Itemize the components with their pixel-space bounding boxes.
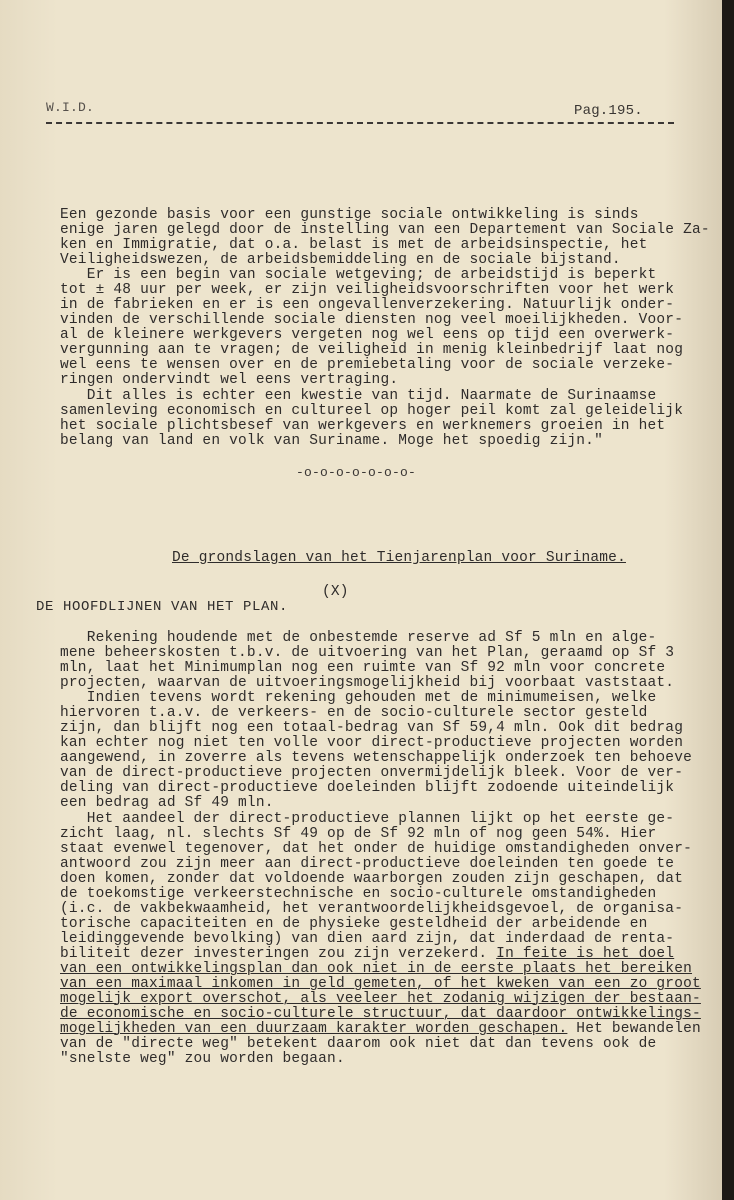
text-line: tot ± 48 uur per week, er zijn veiligheidsvoorschriften voor het werk (60, 282, 675, 298)
text-line: mene beheerskosten t.b.v. de uitvoering van het Plan, geraamd op Sf 3 (60, 645, 675, 661)
text-line: hiervoren t.a.v. de verkeers- en de socio-culturele sector gesteld (60, 705, 648, 721)
text-line: kan echter nog niet ten volle voor direct-productieve projecten worden (60, 735, 684, 751)
text-line: deling van direct-productieve doeleinden blijft zodoende uiteindelijk (60, 780, 675, 796)
text-line: wel eens te wensen over en de premiebetaling voor de sociale verzeke- (60, 357, 675, 373)
text-span: Het bewandelen (567, 1021, 701, 1037)
underlined-line: van een maximaal inkomen in geld gemeten, of het kweken van een zo groot (60, 976, 701, 992)
text-line: doen komen, zonder dat voldoende waarborgen zouden zijn geschapen, dat (60, 871, 684, 887)
page-number: Pag.195. (574, 103, 643, 119)
text-line: zicht laag, nl. slechts Sf 49 op de Sf 92 mln of nog geen 54%. Hier (60, 826, 657, 842)
header-dashed-rule (46, 122, 674, 124)
text-line: aangewend, in zoverre als tevens wetenschappelijk onderzoek ten behoeve (60, 750, 693, 766)
subheading: DE HOOFDLIJNEN VAN HET PLAN. (36, 599, 289, 615)
text-line: enige jaren gelegd door de instelling van een Departement van Sociale Za- (60, 222, 710, 238)
underlined-line: mogelijk export overschot, als veeleer het zodanig wijzigen der bestaan- (60, 991, 701, 1007)
underlined-line: de economische en socio-culturele structuur, dat daardoor ontwikkelings- (60, 1006, 701, 1022)
text-line: (i.c. de vakbekwaamheid, het verantwoordelijkheidsgevoel, de organisa- (60, 901, 684, 917)
text-line: Dit alles is echter een kwestie van tijd. Naarmate de Surinaamse (60, 388, 657, 404)
header-office-code: W.I.D. (46, 100, 95, 115)
section-separator: -o-o-o-o-o-o-o- (296, 465, 417, 480)
text-line: samenleving economisch en cultureel op hoger peil komt zal geleidelijk (60, 403, 684, 419)
text-line: het sociale plichtsbesef van werkgevers en werknemers groeien in het (60, 418, 666, 434)
text-line: staat evenwel tegenover, dat het onder de huidige omstandigheden onver- (60, 841, 693, 857)
text-line: van de "directe weg" betekent daarom ook niet dat dan tevens ook de (60, 1036, 657, 1052)
text-line: van de direct-productieve projecten onvermijdelijk bleek. Voor de ver- (60, 765, 684, 781)
text-line: belang van land en volk van Suriname. Moge het spoedig zijn." (60, 433, 603, 449)
text-line: de toekomstige verkeerstechnische en socio-culturele omstandigheden (60, 886, 657, 902)
text-line: ringen ondervindt wel eens vertraging. (60, 372, 399, 388)
text-line (60, 1022, 701, 1037)
text-line: in de fabrieken en er is een ongevallenverzekering. Natuurlijk onder- (60, 297, 675, 313)
text-line: "snelste weg" zou worden begaan. (60, 1051, 345, 1067)
text-line: vinden de verschillende sociale diensten nog veel moeilijkheden. Voor- (60, 312, 684, 328)
text-line: Er is een begin van sociale wetgeving; de arbeidstijd is beperkt (60, 267, 657, 283)
section-title: De grondslagen van het Tienjarenplan voor Suriname. (172, 550, 626, 566)
text-line: projecten, waarvan de uitvoeringsmogelijkheid bij voorbaat vaststaat. (60, 675, 675, 691)
text-line: torische capaciteiten en de physieke gesteldheid der arbeidende en (60, 916, 648, 932)
text-line: Indien tevens wordt rekening gehouden met de minimumeisen, welke (60, 690, 657, 706)
section-number: (X) (322, 584, 349, 600)
text-line: antwoord zou zijn meer aan direct-productieve doeleinden ten goede te (60, 856, 675, 872)
text-line: Veiligheidswezen, de arbeidsbemiddeling en de sociale bijstand. (60, 252, 621, 268)
text-line: een bedrag ad Sf 49 mln. (60, 795, 274, 811)
text-line: Het aandeel der direct-productieve plannen lijkt op het eerste ge- (60, 811, 675, 827)
text-line: vergunning aan te vragen; de veiligheid in menig kleinbedrijf laat nog (60, 342, 684, 358)
text-line: Rekening houdende met de onbestemde reserve ad Sf 5 mln en alge- (60, 630, 657, 646)
text-span: biliteit dezer investeringen zou zijn verzekerd. (60, 946, 497, 962)
scan-border (722, 0, 734, 1200)
text-line: ken en Immigratie, dat o.a. belast is met de arbeidsinspectie, het (60, 237, 648, 253)
text-line: zijn, dan blijft nog een totaal-bedrag van Sf 59,4 mln. Ook dit bedrag (60, 720, 684, 736)
text-line: Een gezonde basis voor een gunstige sociale ontwikkeling is sinds (60, 207, 639, 223)
text-line (60, 947, 674, 962)
text-line: leidinggevende bevolking) van dien aard zijn, dat inderdaad de renta- (60, 931, 675, 947)
text-line: al de kleinere werkgevers vergeten nog wel eens op tijd een overwerk- (60, 327, 675, 343)
text-line: mln, laat het Minimumplan nog een ruimte van Sf 92 mln voor concrete (60, 660, 666, 676)
underlined-span: In feite is het doel (496, 946, 675, 962)
underlined-line: van een ontwikkelingsplan dan ook niet in de eerste plaats het bereiken (60, 961, 693, 977)
underlined-span: mogelijkheden van een duurzaam karakter worden geschapen. (60, 1021, 568, 1037)
